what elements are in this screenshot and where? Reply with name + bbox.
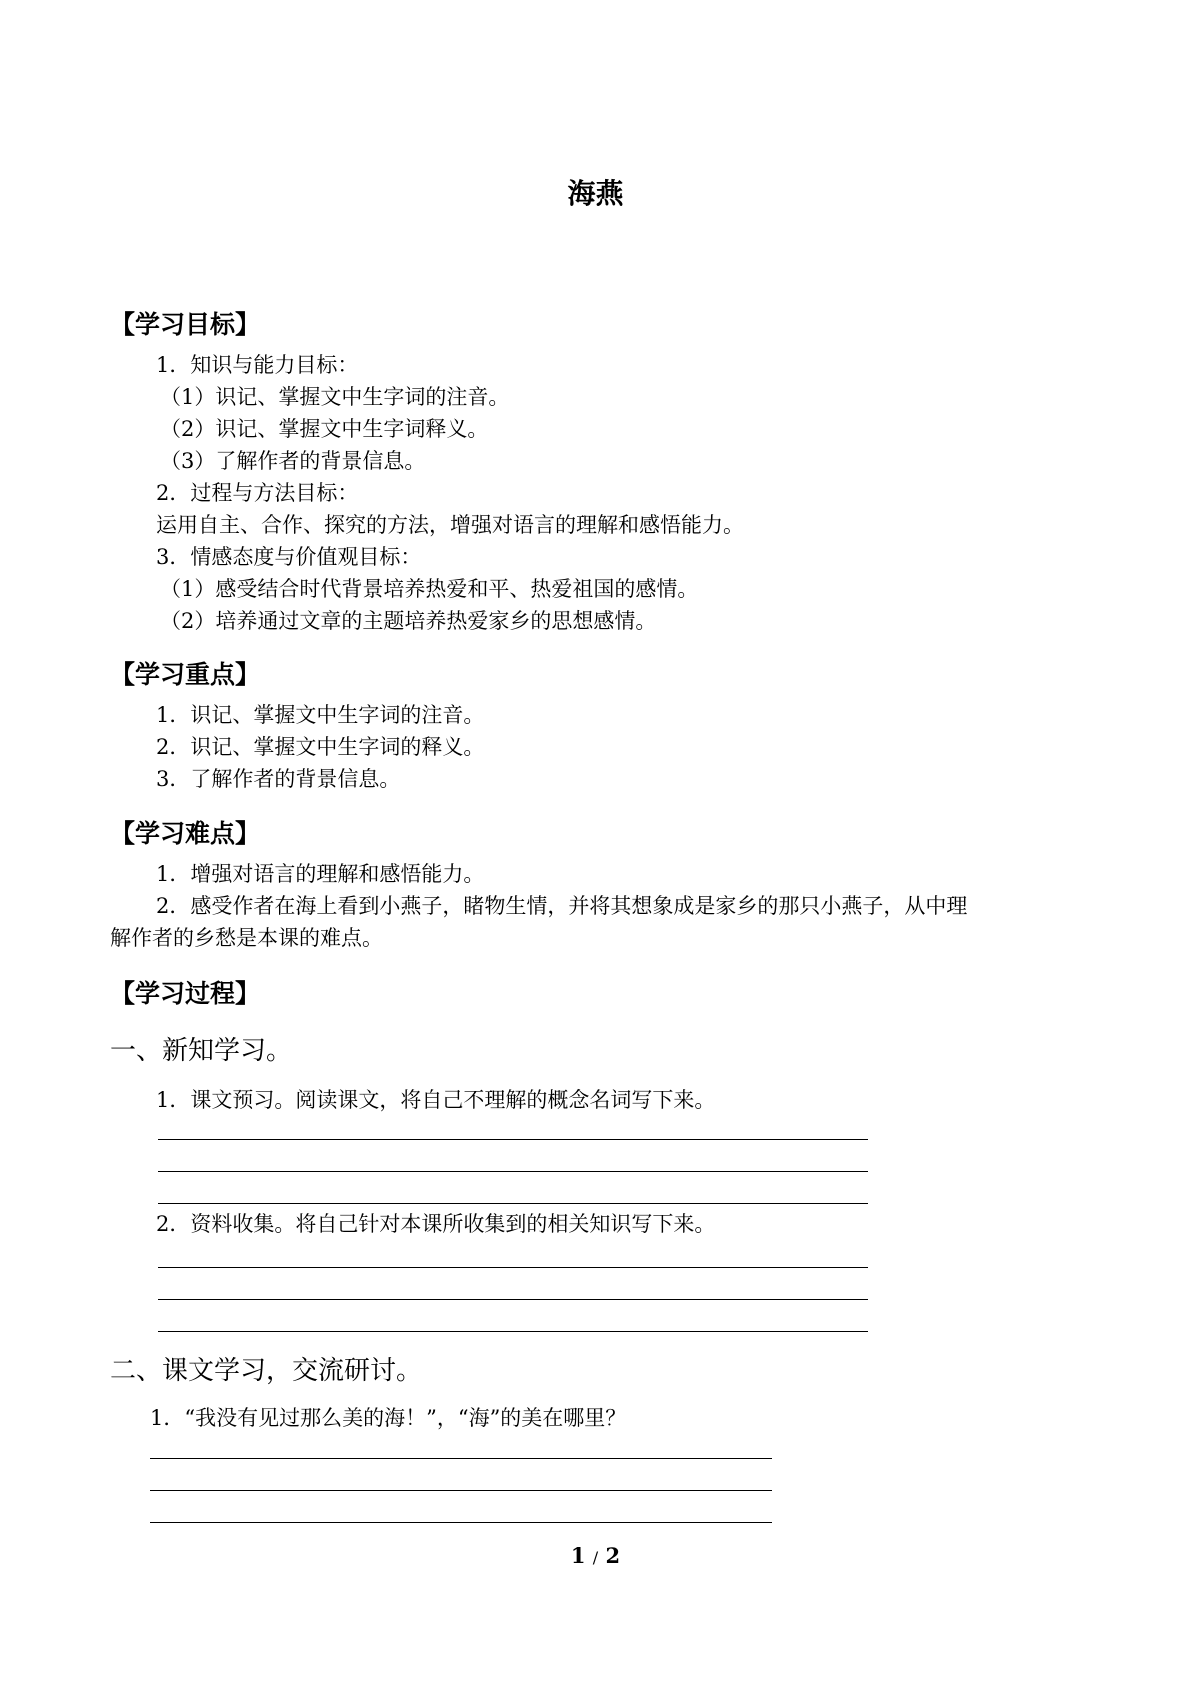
- difficulties-heading: 【学习难点】: [110, 819, 261, 848]
- goals-item: 1．知识与能力目标：: [156, 353, 359, 377]
- answer-line[interactable]: [158, 1299, 868, 1300]
- answer-line[interactable]: [150, 1522, 772, 1523]
- page-number: [0, 1543, 1191, 1568]
- answer-line[interactable]: [158, 1139, 868, 1140]
- key-point-item: 2．识记、掌握文中生字词的释义。: [156, 735, 485, 759]
- answer-line[interactable]: [158, 1171, 868, 1172]
- part1-question-2: 2．资料收集。将自己针对本课所收集到的相关知识写下来。: [156, 1212, 716, 1236]
- goals-item: （1）识记、掌握文中生字词的注音。: [160, 385, 510, 409]
- part2-question-1: 1．“我没有见过那么美的海！”，“海”的美在哪里？: [150, 1406, 627, 1430]
- goals-item: 3．情感态度与价值观目标：: [156, 545, 422, 569]
- goals-heading: 【学习目标】: [110, 310, 261, 339]
- key-point-item: 3．了解作者的背景信息。: [156, 767, 401, 791]
- total-pages: 2: [605, 1543, 621, 1568]
- current-page: 1: [570, 1543, 586, 1568]
- goals-item: （2）培养通过文章的主题培养热爱家乡的思想感情。: [160, 609, 657, 633]
- document-title: 海燕: [567, 177, 624, 210]
- part1-question-1: 1．课文预习。阅读课文，将自己不理解的概念名词写下来。: [156, 1088, 716, 1112]
- part2-title: 二、课文学习，交流研讨。: [110, 1356, 423, 1386]
- process-heading: 【学习过程】: [110, 979, 261, 1008]
- page-separator: /: [592, 1548, 599, 1567]
- goals-item: （3）了解作者的背景信息。: [160, 449, 426, 473]
- answer-line[interactable]: [150, 1458, 772, 1459]
- answer-line[interactable]: [150, 1490, 772, 1491]
- key-points-heading: 【学习重点】: [110, 660, 261, 689]
- difficulty-item: 2．感受作者在海上看到小燕子，睹物生情，并将其想象成是家乡的那只小燕子，从中理: [156, 894, 968, 918]
- key-point-item: 1．识记、掌握文中生字词的注音。: [156, 703, 485, 727]
- answer-line[interactable]: [158, 1331, 868, 1332]
- difficulty-item: 1．增强对语言的理解和感悟能力。: [156, 862, 485, 886]
- goals-item: （2）识记、掌握文中生字词释义。: [160, 417, 489, 441]
- answer-line[interactable]: [158, 1267, 868, 1268]
- goals-item: 2．过程与方法目标：: [156, 481, 359, 505]
- goals-item: 运用自主、合作、探究的方法，增强对语言的理解和感悟能力。: [156, 513, 744, 537]
- difficulty-item: 解作者的乡愁是本课的难点。: [110, 926, 383, 950]
- goals-item: （1）感受结合时代背景培养热爱和平、热爱祖国的感情。: [160, 577, 699, 601]
- part1-title: 一、新知学习。: [110, 1036, 293, 1066]
- answer-line[interactable]: [158, 1203, 868, 1204]
